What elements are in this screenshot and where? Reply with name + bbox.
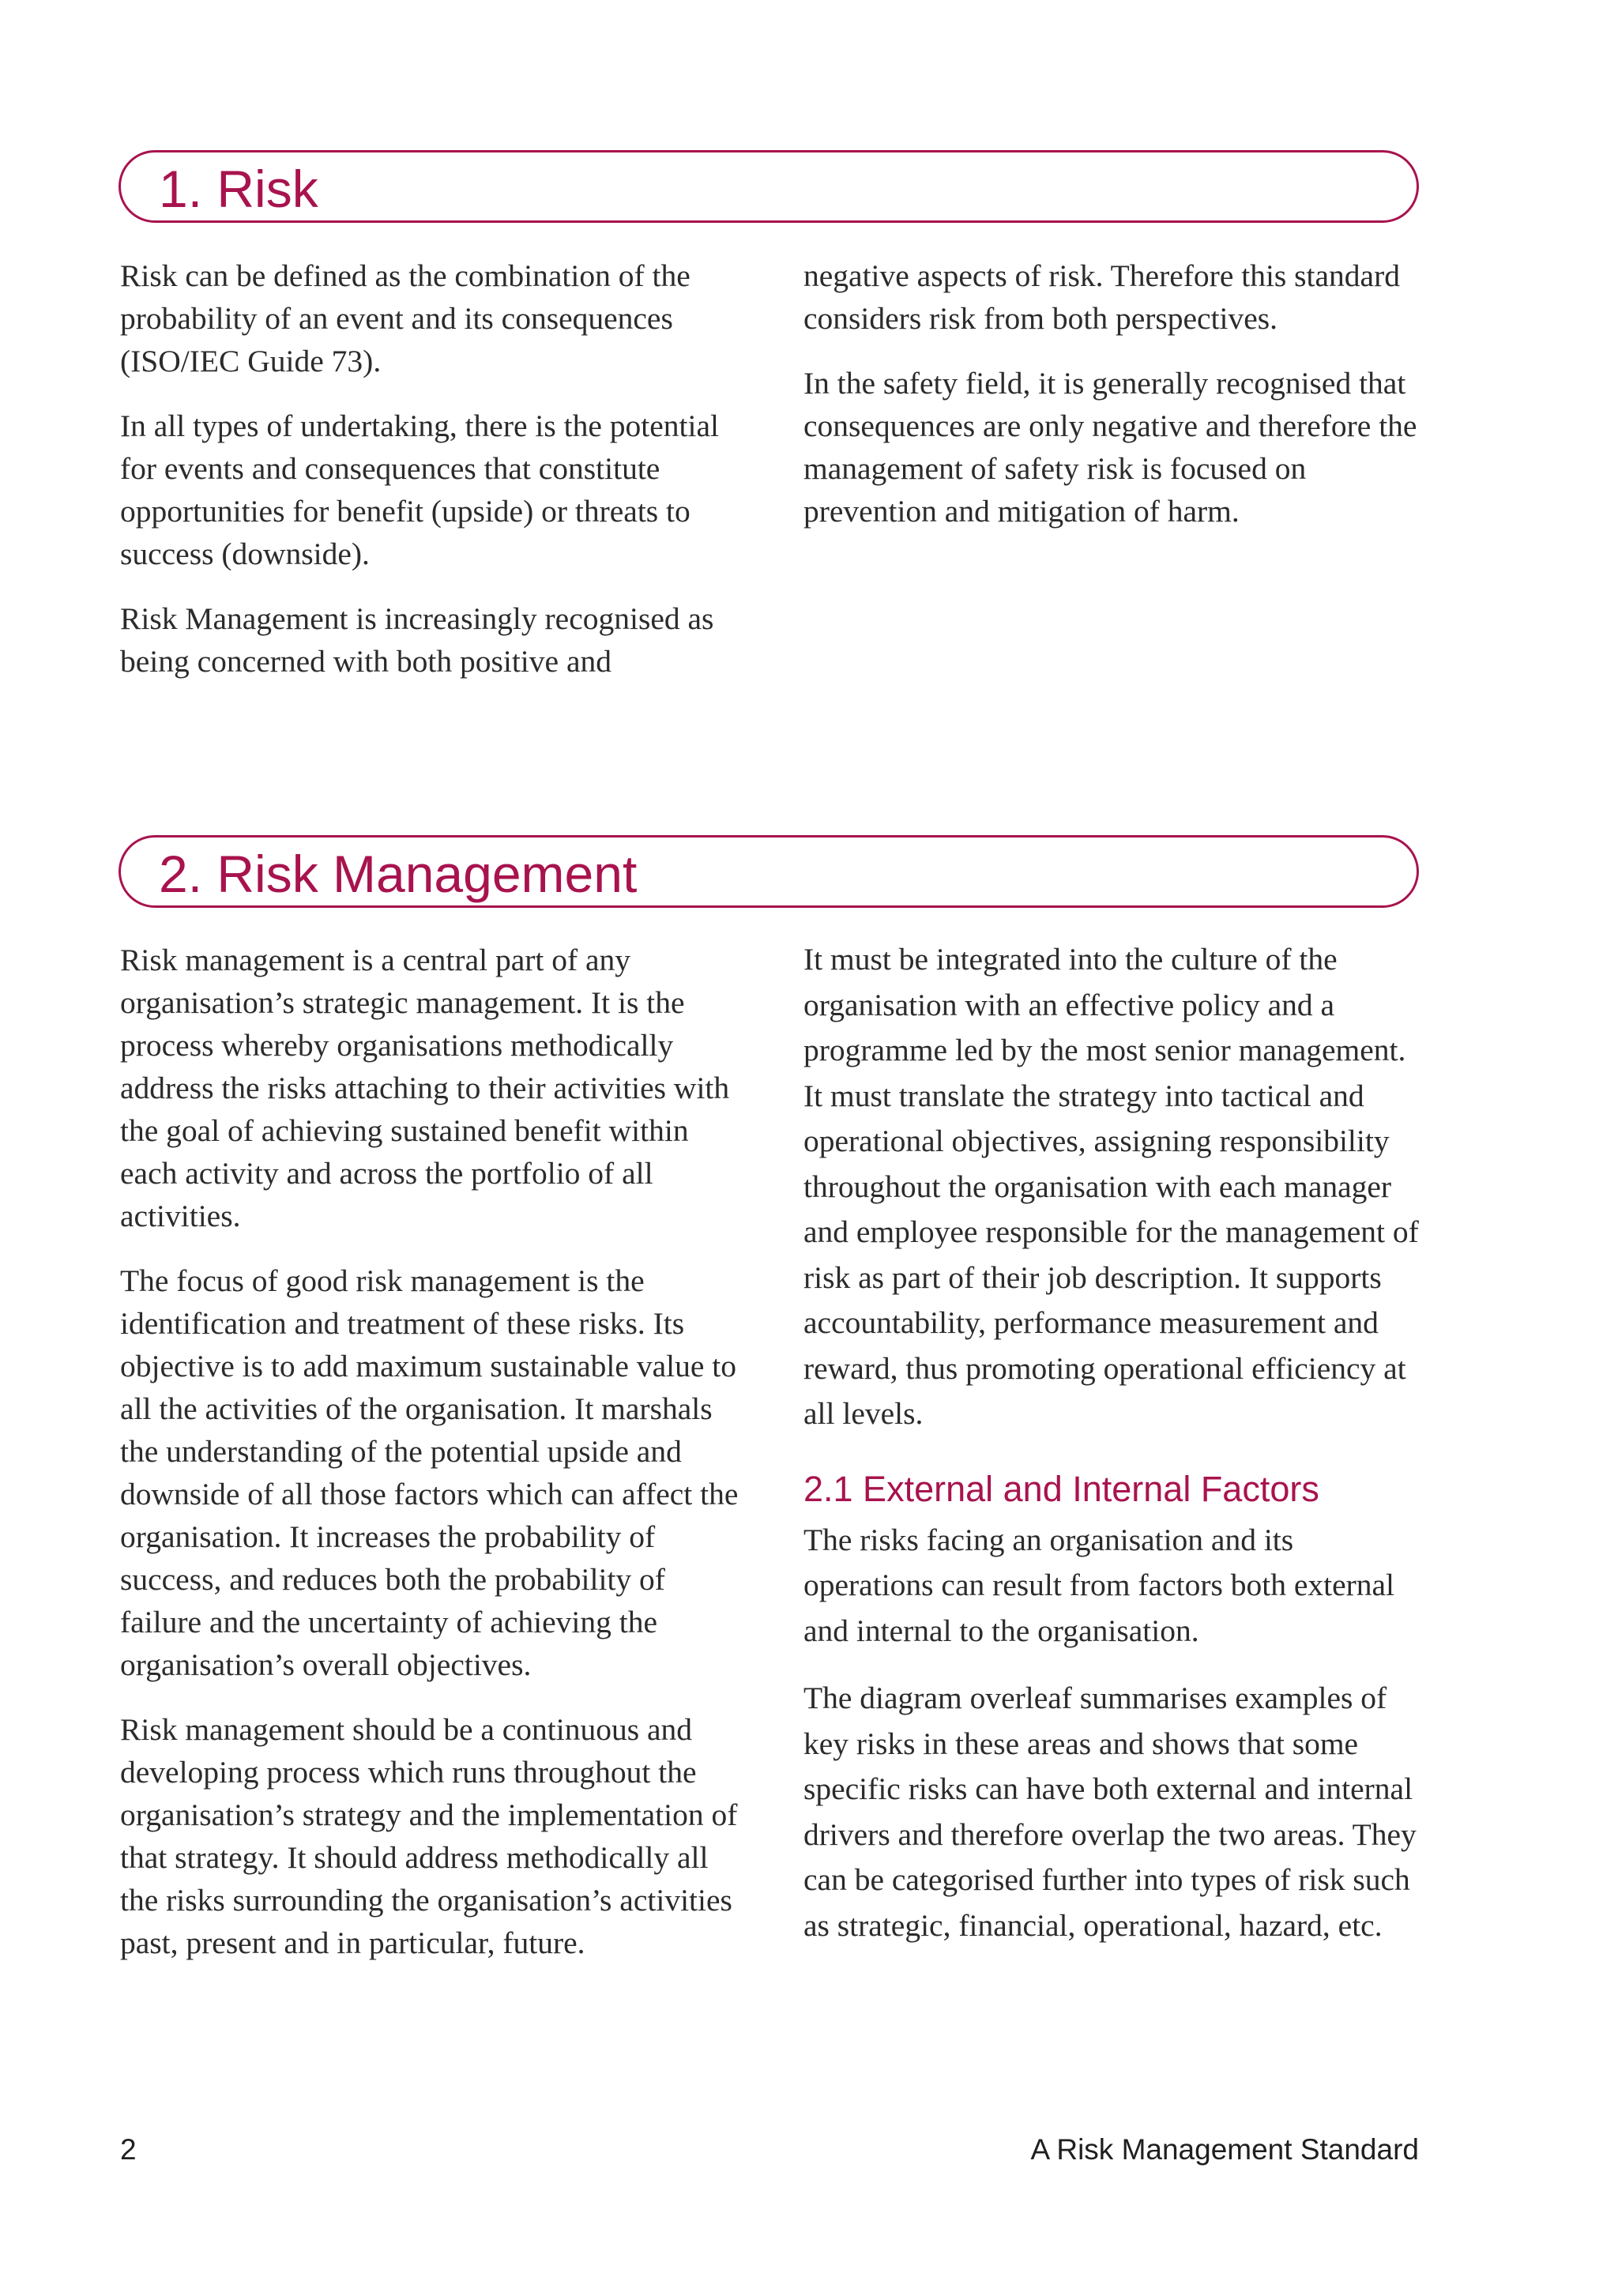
- section-1-heading: 1. Risk: [159, 160, 318, 218]
- section-2-heading-box: [119, 835, 1419, 908]
- paragraph: The focus of good risk management is the identification and treatment of these risks. Its objective is to add maximum sustainable value to all the activities of the organisation. It marshals the understanding of the potential upside and downside of all those factors which can affect the organisation. It increases the probability of success, and reduces both the probability of failure and the uncertainty of achieving the organisation’s overall objectives.: [120, 1263, 739, 1682]
- page-number: 2: [120, 2133, 137, 2166]
- section-1-right-column: [803, 254, 1428, 555]
- paragraph: In all types of undertaking, there is the potential for events and consequences that constitute opportunities for benefit (upside) or threats to success (downside).: [120, 408, 719, 571]
- paragraph: It must be integrated into the culture of the organisation with an effective policy and a programme led by the most senior management. It must translate the strategy into tactical and operational objectives, assigning responsibility throughout the organisation with each manager and employee responsible for the management of risk as part of their job description. It supports accountability, performance measurement and reward, thus promoting operational efficiency at all levels.: [803, 942, 1419, 1431]
- paragraph: negative aspects of risk. Therefore this standard considers risk from both perspectives.: [803, 258, 1400, 336]
- section-2-left-column: [120, 939, 744, 1986]
- section-1-left-column: [120, 254, 744, 705]
- subsection-heading: 2.1 External and Internal Factors: [803, 1468, 1319, 1509]
- paragraph: Risk can be defined as the combination of the probability of an event and its consequences (ISO/IEC Guide 73).: [120, 258, 690, 378]
- section-2-right-column: [803, 937, 1428, 1970]
- paragraph: The risks facing an organisation and its operations can result from factors both external and internal to the organisation.: [803, 1522, 1395, 1648]
- paragraph: Risk management should be a continuous and developing process which runs throughout the organisation’s strategy and the implementation of that strategy. It should address methodically all the risks surrounding the organisation’s activities past, present and in particular, future.: [120, 1712, 738, 1960]
- section-1-heading-box: [119, 150, 1419, 223]
- paragraph: In the safety field, it is generally recognised that consequences are only negative and therefore the management of safety risk is focused on prevention and mitigation of harm.: [803, 366, 1417, 529]
- document-title: A Risk Management Standard: [1030, 2133, 1419, 2166]
- paragraph: The diagram overleaf summarises examples of key risks in these areas and shows that some specific risks can have both external and internal drivers and therefore overlap the two areas. They can be categorised further into types of risk such as strategic, financial, operational, hazard, etc.: [803, 1681, 1417, 1943]
- paragraph: Risk Management is increasingly recognised as being concerned with both positive and: [120, 601, 714, 679]
- paragraph: Risk management is a central part of any organisation’s strategic management. It is the process whereby organisations methodically address the risks attaching to their activities with the goal of achieving sustained benefit within each activity and across the portfolio of all activities.: [120, 943, 730, 1233]
- section-2-heading: 2. Risk Management: [159, 845, 638, 903]
